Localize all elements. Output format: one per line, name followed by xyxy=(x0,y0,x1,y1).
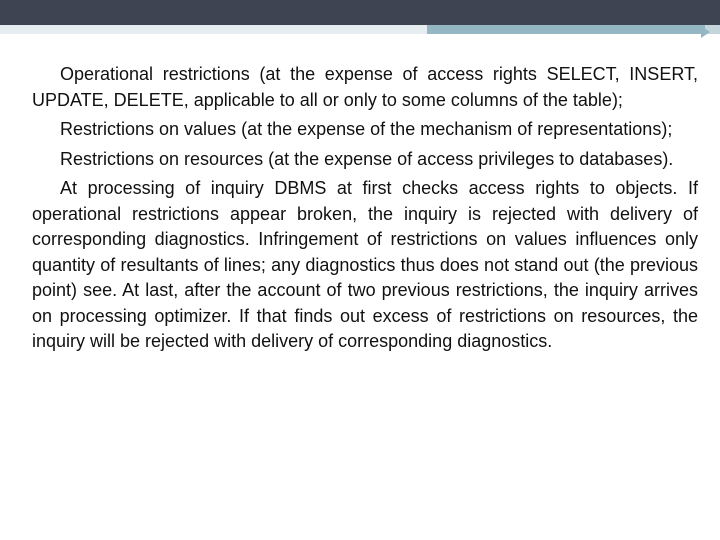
accent-bar-light-segment xyxy=(0,25,427,34)
slide-accent-bar xyxy=(0,25,720,34)
accent-bar-dark-segment xyxy=(427,25,705,34)
paragraph-operational-restrictions: Operational restrictions (at the expense of access rights SELECT, INSERT, UPDATE, DELETE, applicable to all or only to some columns of the table); xyxy=(32,64,698,110)
paragraph-resource-restrictions: Restrictions on resources (at the expense of access privileges to databases). xyxy=(60,148,674,169)
slide-body xyxy=(32,62,698,359)
slide-header-band xyxy=(0,0,720,25)
paragraph-inquiry-processing: At processing of inquiry DBMS at first checks access rights to objects. If operational restrictions appear broken, the inquiry is rejected with delivery of corresponding diagnostics. Infringement of restrictions on values influences only quantity of resultants of lines; any diagnostics thus does not stand out (the previous point) see. At last, after the account of two previous restrictions, the inquiry arrives on processing optimizer. If that finds out excess of restrictions on resources, the inquiry will be rejected with delivery of corresponding diagnostics. xyxy=(32,178,698,351)
corner-arrow-icon xyxy=(701,26,710,38)
paragraph-value-restrictions: Restrictions on values (at the expense of the mechanism of representations); xyxy=(60,119,673,139)
